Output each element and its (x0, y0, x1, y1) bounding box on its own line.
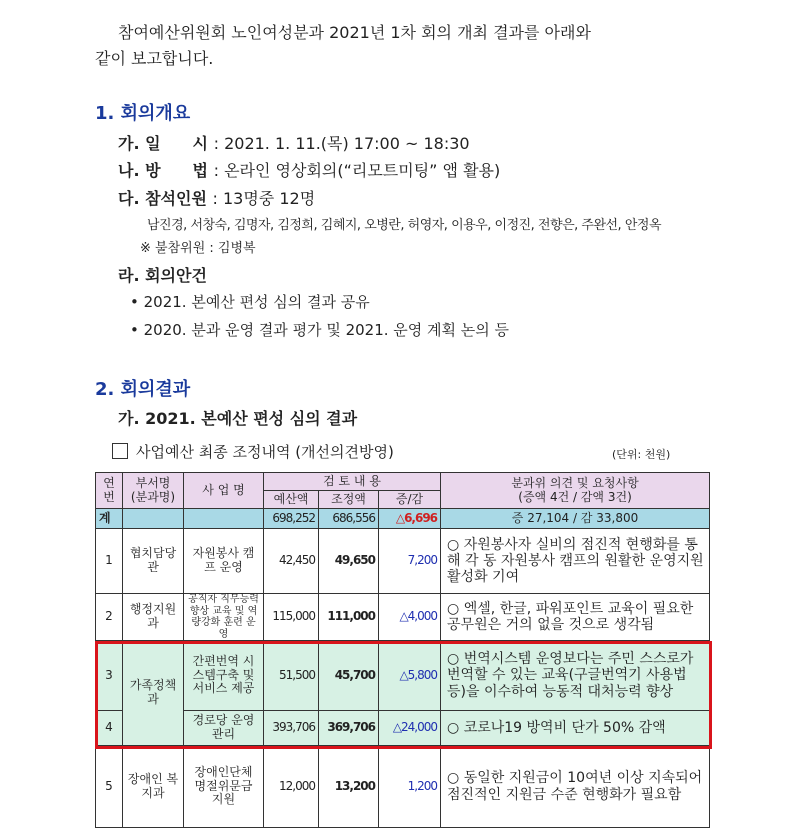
row-diff: △24,000 (379, 711, 441, 746)
table-row (96, 711, 710, 746)
th-project: 사 업 명 (184, 473, 264, 509)
attend-label-text: 다. 참석인원 (118, 189, 207, 208)
row-adjusted: 13,200 (319, 746, 379, 828)
row-opinion: ○ 동일한 지원금이 10여년 이상 지속되어 점진적인 지원금 수준 현행화가 필요함 (441, 746, 710, 828)
row-dept: 행정지원과 (123, 594, 184, 641)
row-no: 1 (96, 529, 123, 594)
total-opinion: 증 27,104 / 감 33,800 (441, 509, 710, 529)
agenda-item-2: • 2020. 분과 운영 결과 평가 및 2021. 운영 계획 논의 등 (130, 321, 510, 339)
table-row (96, 529, 710, 594)
table-row (96, 641, 710, 711)
intro-line-2: 같이 보고합니다. (95, 49, 214, 68)
row-dept: 가족정책과 (123, 641, 184, 746)
row-no: 3 (96, 641, 123, 711)
section-1-title: 1. 회의개요 (95, 103, 191, 124)
th-review: 검 토 내 용 (264, 473, 441, 491)
row-adjusted: 45,700 (319, 641, 379, 711)
row-opinion: ○ 번역시스템 운영보다는 주민 스스로가 번역할 수 있는 교육(구글번역기 사용법 등)을 이수하여 능동적 대처능력 향상 (441, 641, 710, 711)
total-diff: △6,696 (379, 509, 441, 529)
row-dept: 협치담당관 (123, 529, 184, 594)
row-budget: 393,706 (264, 711, 319, 746)
th-no: 연번 (96, 473, 123, 509)
th-opinion-text: 분과위 의견 및 요청사항 (511, 475, 639, 490)
method-value: : 온라인 영상회의(“리모트미팅” 앱 활용) (213, 161, 501, 180)
table-row (96, 594, 710, 641)
budget-table (95, 472, 710, 828)
row-opinion: ○ 코로나19 방역비 단가 50% 감액 (441, 711, 710, 746)
agenda-item-1: • 2021. 본예산 편성 심의 결과 공유 (130, 293, 370, 311)
th-diff: 증/감 (379, 491, 441, 509)
attend-value: : 13명중 12명 (212, 189, 316, 208)
th-dept: 부서명 (분과명) (123, 473, 184, 509)
row-diff: 1,200 (379, 746, 441, 828)
agenda-label: 라. 회의안건 (118, 266, 207, 285)
th-budget: 예산액 (264, 491, 319, 509)
intro-line-1: 참여예산위원회 노인여성분과 2021년 1차 회의 개최 결과를 아래와 (118, 23, 591, 42)
row-adjusted: 111,000 (319, 594, 379, 641)
total-budget: 698,252 (264, 509, 319, 529)
budget-box-title (112, 441, 394, 462)
th-opinion-count: (증액 4건 / 감액 3건) (518, 489, 632, 504)
th-adjusted: 조정액 (319, 491, 379, 509)
section-2-subtitle: 가. 2021. 본예산 편성 심의 결과 (118, 409, 358, 428)
row-no: 4 (96, 711, 123, 746)
method-label-text: 나. 방 법 (118, 161, 209, 180)
row-adjusted: 369,706 (319, 711, 379, 746)
row-project: 간편번역 시스템구축 및 서비스 제공 (184, 641, 264, 711)
attend-label (118, 186, 315, 209)
row-adjusted: 49,650 (319, 529, 379, 594)
section-2-title: 2. 회의결과 (95, 379, 191, 400)
table-row (96, 746, 710, 828)
row-dept: 장애인 복지과 (123, 746, 184, 828)
row-no: 5 (96, 746, 123, 828)
total-label: 계 (96, 509, 123, 529)
absent-members: ※ 불참위원 : 김병복 (140, 241, 256, 256)
budget-box-text: 사업예산 최종 조정내역 (개선의견방영) (136, 443, 394, 461)
checkbox-icon (112, 443, 128, 459)
row-budget: 51,500 (264, 641, 319, 711)
attendee-names: 남진경, 서창숙, 김명자, 김정희, 김혜지, 오병란, 허영자, 이용우, 이정진, 전향은, 주완선, 안정옥 (147, 218, 661, 233)
row-project: 자원봉사 캠프 운영 (184, 529, 264, 594)
date-value: : 2021. 1. 11.(목) 17:00 ~ 18:30 (213, 134, 470, 153)
row-project: 경로당 운영관리 (184, 711, 264, 746)
date-label-text: 가. 일 시 (118, 134, 209, 153)
row-no: 2 (96, 594, 123, 641)
row-diff: △4,000 (379, 594, 441, 641)
row-project: 장애인단체 명절위문금 지원 (184, 746, 264, 828)
row-project: 공직자 직무능력 향상 교육 및 역량강화 훈련 운영 (184, 594, 264, 641)
row-diff: △5,800 (379, 641, 441, 711)
total-adjusted: 686,556 (319, 509, 379, 529)
row-opinion: ○ 자원봉사자 실비의 점진적 현행화를 통해 각 동 자원봉사 캠프의 원활한 운영지원 활성화 기여 (441, 529, 710, 594)
row-opinion: ○ 엑셀, 한글, 파워포인트 교육이 필요한 공무원은 거의 없을 것으로 생각됨 (441, 594, 710, 641)
total-row (96, 509, 710, 529)
method-label (118, 158, 500, 181)
th-opinion (441, 473, 710, 509)
row-budget: 12,000 (264, 746, 319, 828)
date-label (118, 131, 470, 154)
row-budget: 115,000 (264, 594, 319, 641)
row-diff: 7,200 (379, 529, 441, 594)
row-budget: 42,450 (264, 529, 319, 594)
unit-label: (단위: 천원) (612, 448, 671, 461)
